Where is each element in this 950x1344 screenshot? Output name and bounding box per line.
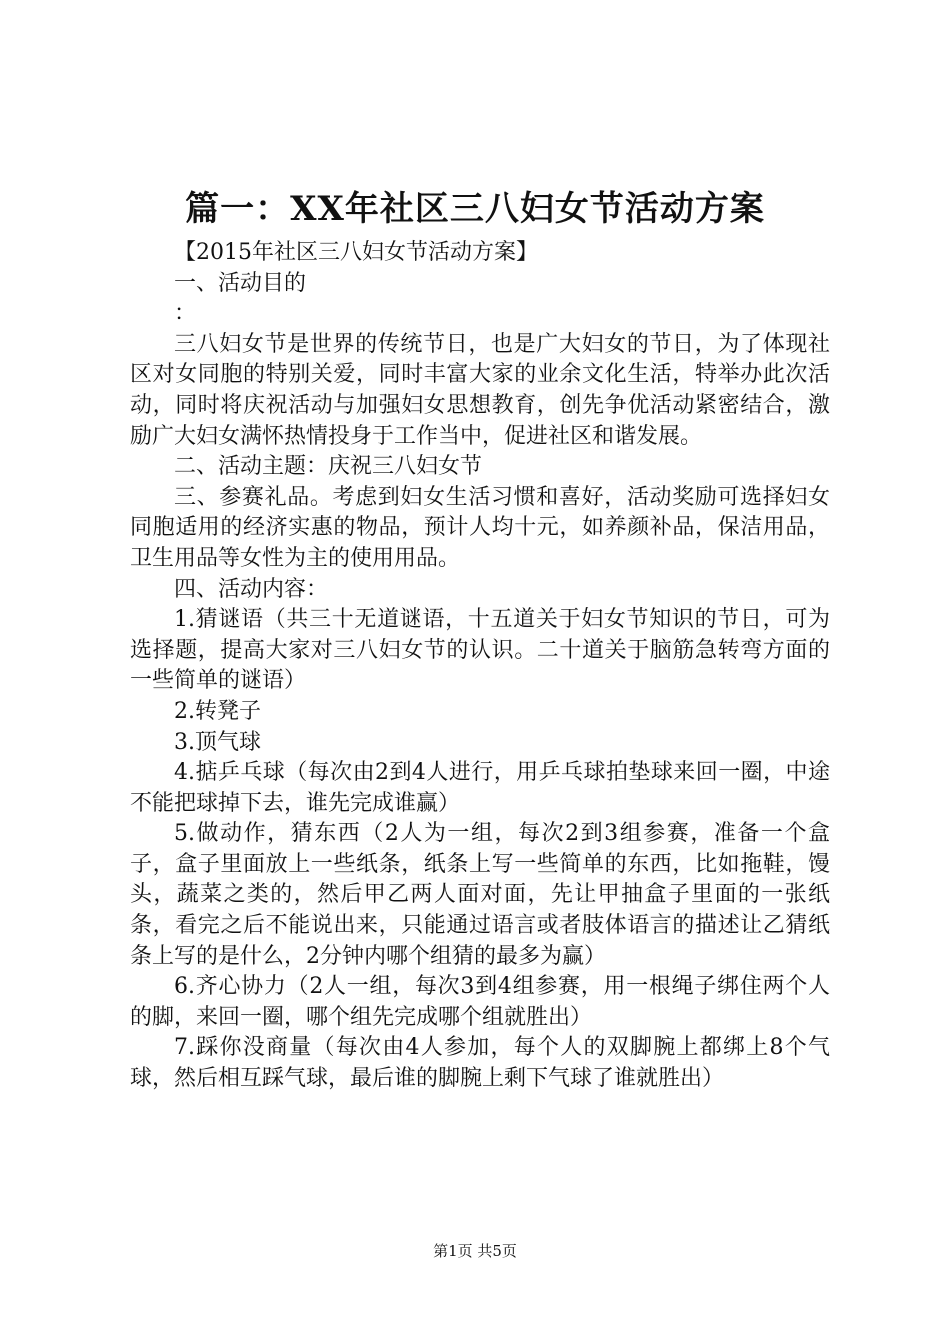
paragraph-section-3: 三、参赛礼品。考虑到妇女生活习惯和喜好，活动奖励可选择妇女同胞适用的经济实惠的物品，预计人均十元，如养颜补品，保洁用品，卫生用品等女性为主的使用用品。 <box>130 484 830 571</box>
paragraph-item-7: 7.踩你没商量（每次由4人参加，每个人的双脚腕上都绑上8个气球，然后相互踩气球，最后谁的脚腕上剩下气球了谁就胜出） <box>130 1035 830 1092</box>
paragraph-subtitle: 【2015年社区三八妇女节活动方案】 <box>174 240 538 265</box>
paragraph-purpose: 三八妇女节是世界的传统节日，也是广大妇女的节日，为了体现社区对女同胞的特别关爱，同时丰富大家的业余文化生活，特举办此次活动，同时将庆祝活动与加强妇女思想教育，创先争优活动紧密结合，激励广大妇女满怀热情投身于工作当中，促进社区和谐发展。 <box>130 331 830 449</box>
document-title: 篇一：XX年社区三八妇女节活动方案 <box>185 189 765 229</box>
paragraph-item-3: 3.顶气球 <box>174 729 261 755</box>
paragraph-item-2: 2.转凳子 <box>174 698 261 724</box>
paragraph-colon: ： <box>174 301 197 327</box>
paragraph-section-2: 二、活动主题：庆祝三八妇女节 <box>174 454 483 480</box>
paragraph-item-5: 5.做动作，猜东西（2人为一组，每次2到3组参赛，准备一个盒子，盒子里面放上一些纸条，纸条上写一些简单的东西，比如拖鞋，馒头，蔬菜之类的，然后甲乙两人面对面，先让甲抽盒子里面的一张纸条，看完之后不能说出来，只能通过语言或者肢体语言的描述让乙猜纸条上写的是什么，2分钟内哪个组猜的最多为赢） <box>130 821 830 969</box>
paragraph-item-4: 4.掂乒乓球（每次由2到4人进行，用乒乓球拍垫球来回一圈，中途不能把球掉下去，谁先完成谁赢） <box>130 760 830 816</box>
paragraph-section-1: 一、活动目的 <box>174 270 307 296</box>
paragraph-item-1: 1.猜谜语（共三十无道谜语，十五道关于妇女节知识的节日，可为选择题，提高大家对三八妇女节的认识。二十道关于脑筋急转弯方面的一些简单的谜语） <box>130 607 830 694</box>
paragraph-section-4: 四、活动内容： <box>174 576 329 602</box>
paragraph-item-6: 6.齐心协力（2人一组，每次3到4组参赛，用一根绳子绑住两个人的脚，来回一圈，哪个组先完成哪个组就胜出） <box>130 974 830 1030</box>
document-body <box>130 238 830 1095</box>
page-footer: 第1页 共5页 <box>433 1242 517 1260</box>
